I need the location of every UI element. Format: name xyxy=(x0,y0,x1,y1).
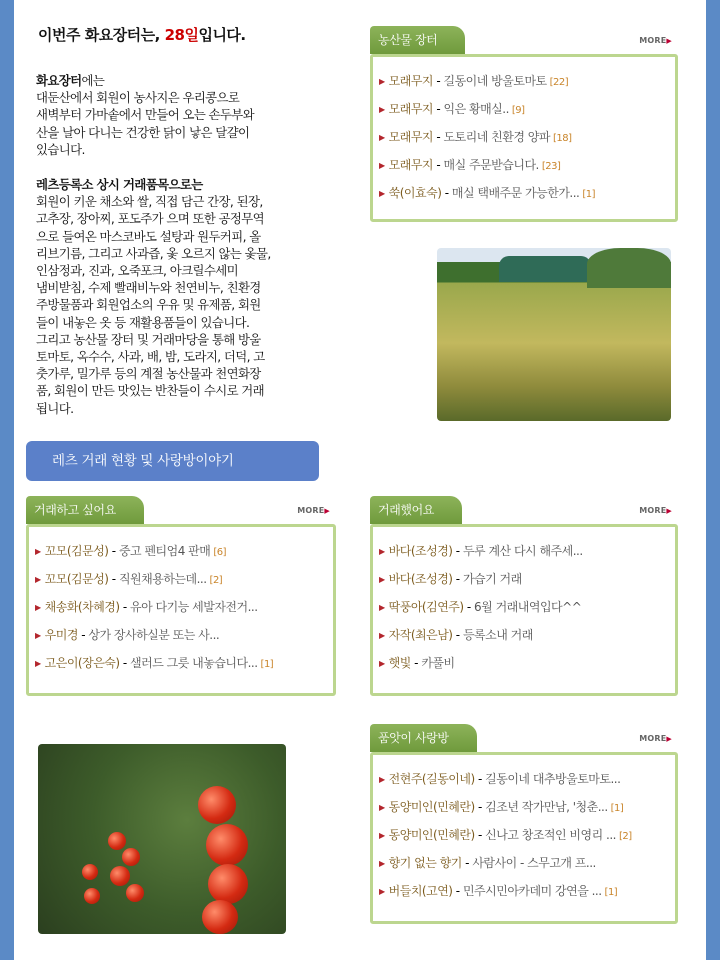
post-title: 유아 다기능 세발자전거... xyxy=(130,600,258,614)
tomato-shape xyxy=(82,864,98,880)
more-button-want[interactable] xyxy=(297,506,330,515)
bullet-arrow-icon: ▶ xyxy=(379,161,385,170)
post-title: 카풀비 xyxy=(421,656,455,670)
board-panel xyxy=(370,524,678,696)
bullet-arrow-icon: ▶ xyxy=(379,803,385,812)
post-author: 바다(조성경) xyxy=(388,572,453,586)
intro-line: 고추장, 장아찌, 포도주가 으며 또한 공정무역 xyxy=(36,211,265,227)
tomato-shape xyxy=(208,864,248,904)
list-item[interactable]: ▶ 꼬모(김문성) - 중고 펜티엄4 판매 [6] xyxy=(35,544,227,558)
board-sarangbang xyxy=(370,724,678,924)
list-item[interactable]: ▶ 모래무지 - 매실 주문받습니다. [23] xyxy=(379,158,561,172)
board-traded xyxy=(370,496,678,696)
post-author: 고은이(장은숙) xyxy=(44,656,120,670)
list-item[interactable]: ▶ 우미경 - 상가 장사하실분 또는 사... xyxy=(35,628,220,642)
post-title: 6월 거래내역입다^^ xyxy=(474,600,582,614)
bullet-arrow-icon: ▶ xyxy=(379,631,385,640)
comment-count: [22] xyxy=(549,77,569,88)
post-title: 등록소내 거래 xyxy=(462,628,533,642)
intro-line: 냄비받침, 수제 빨래비누와 천연비누, 친환경 xyxy=(36,280,261,296)
more-label: MORE xyxy=(639,36,667,45)
tab-traded[interactable]: 거래했어요 xyxy=(370,496,462,524)
list-item[interactable]: ▶ 모래무지 - 익은 황매실.. [9] xyxy=(379,102,525,116)
list-item[interactable]: ▶ 고은이(장은숙) - 샐러드 그릇 내놓습니다... [1] xyxy=(35,656,274,670)
board-list xyxy=(373,755,675,905)
comment-count: [6] xyxy=(213,547,227,558)
post-author: 전현주(길동이네) xyxy=(388,772,475,786)
post-title: 상가 장사하실분 또는 사... xyxy=(88,628,220,642)
comment-count: [9] xyxy=(511,105,525,116)
bullet-arrow-icon: ▶ xyxy=(379,775,385,784)
intro-line: 주방물품과 회원업소의 우유 및 유제품, 회원 xyxy=(36,297,261,313)
intro-p1-lead: 화요장터 xyxy=(36,73,82,88)
tab-want-trade[interactable]: 거래하고 싶어요 xyxy=(26,496,144,524)
post-author: 모래무지 xyxy=(388,102,434,116)
more-label: MORE xyxy=(639,506,667,515)
post-author: 꼬모(김문성) xyxy=(44,544,109,558)
tomato-shape xyxy=(84,888,100,904)
comment-count: [2] xyxy=(209,575,223,586)
more-label: MORE xyxy=(639,734,667,743)
bullet-arrow-icon: ▶ xyxy=(379,831,385,840)
bullet-arrow-icon: ▶ xyxy=(379,133,385,142)
intro-line: 춧가루, 밀가루 등의 계절 농산물과 천연화장 xyxy=(36,366,261,382)
page-headline xyxy=(38,24,246,45)
more-button-traded[interactable] xyxy=(639,506,672,515)
intro-line: 에는 xyxy=(81,73,105,88)
tomato-shape xyxy=(202,900,238,934)
post-title: 익은 황매실.. xyxy=(443,102,509,116)
post-author: 꼬모(김문성) xyxy=(44,572,109,586)
intro-paragraph-1 xyxy=(36,72,366,158)
intro-line: 산을 날아 다니는 건강한 닭이 낳은 달걀이 xyxy=(36,124,250,140)
comment-count: [1] xyxy=(604,887,618,898)
list-item[interactable]: ▶ 동양미인(민혜란) - 김조년 작가만남, '청춘... [1] xyxy=(379,800,624,814)
intro-text xyxy=(36,72,366,435)
bullet-arrow-icon: ▶ xyxy=(379,603,385,612)
board-panel xyxy=(26,524,336,696)
board-list xyxy=(373,527,675,677)
bullet-arrow-icon: ▶ xyxy=(379,575,385,584)
trees-shape xyxy=(587,248,671,288)
post-author: 버들치(고연) xyxy=(388,884,453,898)
wheat-field-photo xyxy=(437,248,671,421)
headline-suffix: 입니다. xyxy=(198,26,246,44)
bullet-arrow-icon: ▶ xyxy=(35,631,41,640)
board-want-trade xyxy=(26,496,336,696)
post-title: 사람사이 - 스무고개 프... xyxy=(472,856,596,870)
bullet-arrow-icon: ▶ xyxy=(379,77,385,86)
post-author: 우미경 xyxy=(44,628,78,642)
post-author: 쑥(이효숙) xyxy=(388,186,442,200)
greenhouse-shape xyxy=(499,256,591,282)
bullet-arrow-icon: ▶ xyxy=(379,659,385,668)
post-title: 도토리네 친환경 양파 xyxy=(443,130,550,144)
post-title: 매실 택배주문 가능한가... xyxy=(451,186,580,200)
comment-count: [18] xyxy=(552,133,572,144)
list-item[interactable]: ▶ 동양미인(민혜란) - 신나고 창조적인 비영리 ... [2] xyxy=(379,828,632,842)
tomato-shape xyxy=(108,832,126,850)
list-item[interactable]: ▶ 꼬모(김문성) - 직원채용하는데... [2] xyxy=(35,572,223,586)
post-title: 직원채용하는데... xyxy=(118,572,207,586)
headline-prefix: 이번주 화요장터는, xyxy=(38,26,160,44)
post-title: 길동이네 대추방울토마토... xyxy=(485,772,621,786)
intro-p2-lead: 레츠등록소 상시 거래품목으로는 xyxy=(36,177,203,193)
post-author: 자작(최은남) xyxy=(388,628,453,642)
post-title: 길동이네 방울토마토 xyxy=(443,74,547,88)
list-item[interactable]: ▶ 향기 없는 향기 - 사람사이 - 스무고개 프... xyxy=(379,856,596,870)
intro-line: 됩니다. xyxy=(36,400,74,416)
page xyxy=(14,0,706,960)
intro-line: 토마토, 옥수수, 사과, 배, 밤, 도라지, 더덕, 고 xyxy=(36,349,265,365)
list-item[interactable]: ▶ 모래무지 - 길동이네 방울토마토 [22] xyxy=(379,74,569,88)
list-item[interactable]: ▶ 딱풍아(김연주) - 6월 거래내역입다^^ xyxy=(379,600,582,614)
list-item[interactable]: ▶ 햇빛 - 카풀비 xyxy=(379,656,455,670)
post-author: 모래무지 xyxy=(388,158,434,172)
board-farm-market xyxy=(370,26,678,222)
intro-line: 새벽부터 가마솥에서 만들어 오는 손두부와 xyxy=(36,107,255,123)
list-item[interactable]: ▶ 바다(조성경) - 두루 계산 다시 해주세... xyxy=(379,544,583,558)
board-list xyxy=(373,57,675,207)
bullet-arrow-icon: ▶ xyxy=(35,547,41,556)
bullet-arrow-icon: ▶ xyxy=(379,189,385,198)
intro-paragraph-2 xyxy=(36,176,366,417)
board-list xyxy=(29,527,333,677)
post-title: 김조년 작가만남, '청춘... xyxy=(485,800,608,814)
cherry-tomato-photo xyxy=(38,744,286,934)
post-title: 신나고 창조적인 비영리 ... xyxy=(485,828,616,842)
comment-count: [23] xyxy=(541,161,561,172)
comment-count: [2] xyxy=(618,831,632,842)
bullet-arrow-icon: ▶ xyxy=(35,659,41,668)
list-item[interactable]: ▶ 전현주(길동이네) - 길동이네 대추방울토마토... xyxy=(379,772,621,786)
post-author: 채송화(차혜경) xyxy=(44,600,120,614)
list-item[interactable]: ▶ 채송화(차혜경) - 유아 다기능 세발자전거... xyxy=(35,600,258,614)
list-item[interactable]: ▶ 자작(최은남) - 등록소내 거래 xyxy=(379,628,533,642)
more-arrow-icon: ▶ xyxy=(666,37,672,45)
intro-line: 그리고 농산물 장터 및 거래마당을 통해 방울 xyxy=(36,331,261,347)
bullet-arrow-icon: ▶ xyxy=(379,105,385,114)
tab-farm-market[interactable]: 농산물 장터 xyxy=(370,26,465,54)
bullet-arrow-icon: ▶ xyxy=(379,887,385,896)
market-day: 28일 xyxy=(164,26,199,44)
list-item[interactable]: ▶ 버들치(고연) - 민주시민아카데미 강연을 ... [1] xyxy=(379,884,618,898)
tomato-shape xyxy=(110,866,130,886)
post-title: 샐러드 그릇 내놓습니다... xyxy=(130,656,258,670)
comment-count: [1] xyxy=(582,189,596,200)
list-item[interactable]: ▶ 모래무지 - 도토리네 친환경 양파 [18] xyxy=(379,130,572,144)
bullet-arrow-icon: ▶ xyxy=(379,859,385,868)
tomato-shape xyxy=(126,884,144,902)
board-panel xyxy=(370,752,678,924)
more-button-farm[interactable] xyxy=(639,36,672,45)
intro-line: 회원이 키운 채소와 쌀, 직접 담근 간장, 된장, xyxy=(36,194,263,210)
comment-count: [1] xyxy=(610,803,624,814)
tab-sarangbang[interactable]: 품앗이 사랑방 xyxy=(370,724,477,752)
tomato-shape xyxy=(122,848,140,866)
more-arrow-icon: ▶ xyxy=(666,735,672,743)
list-item[interactable]: ▶ 쑥(이효숙) - 매실 택배주문 가능한가... [1] xyxy=(379,186,596,200)
board-panel xyxy=(370,54,678,222)
post-author: 햇빛 xyxy=(388,656,411,670)
post-title: 매실 주문받습니다. xyxy=(443,158,539,172)
intro-line: 품, 회원이 만든 맛있는 반찬들이 수시로 거래 xyxy=(36,383,265,399)
post-author: 동양미인(민혜란) xyxy=(388,828,475,842)
post-title: 두루 계산 다시 해주세... xyxy=(462,544,583,558)
intro-line: 리브기름, 그리고 사과즙, 옻 오르지 않는 옻물, xyxy=(36,245,271,261)
intro-line: 으로 들여온 마스코바도 설탕과 원두커피, 올 xyxy=(36,228,261,244)
bullet-arrow-icon: ▶ xyxy=(379,547,385,556)
more-button-sarangbang[interactable] xyxy=(639,734,672,743)
intro-line: 있습니다. xyxy=(36,141,85,157)
post-title: 중고 펜티엄4 판매 xyxy=(118,544,211,558)
tomato-shape xyxy=(206,824,248,866)
intro-line: 인삼정과, 진과, 오죽포크, 아크릴수세미 xyxy=(36,263,238,279)
intro-line: 들이 내놓은 옷 등 재활용품들이 있습니다. xyxy=(36,314,250,330)
post-author: 딱풍아(김연주) xyxy=(388,600,464,614)
list-item[interactable]: ▶ 바다(조성경) - 가습기 거래 xyxy=(379,572,522,586)
post-author: 모래무지 xyxy=(388,130,434,144)
more-arrow-icon: ▶ xyxy=(324,507,330,515)
post-author: 동양미인(민혜란) xyxy=(388,800,475,814)
post-title: 가습기 거래 xyxy=(462,572,522,586)
trade-status-banner[interactable]: 레츠 거래 현황 및 사랑방이야기 xyxy=(26,441,319,481)
post-title: 민주시민아카데미 강연을 ... xyxy=(462,884,602,898)
tomato-shape xyxy=(198,786,236,824)
comment-count: [1] xyxy=(260,659,274,670)
post-author: 향기 없는 향기 xyxy=(388,856,462,870)
bullet-arrow-icon: ▶ xyxy=(35,603,41,612)
bullet-arrow-icon: ▶ xyxy=(35,575,41,584)
post-author: 모래무지 xyxy=(388,74,434,88)
post-author: 바다(조성경) xyxy=(388,544,453,558)
more-label: MORE xyxy=(297,506,325,515)
intro-line: 대둔산에서 회원이 농사지은 우리콩으로 xyxy=(36,90,240,106)
more-arrow-icon: ▶ xyxy=(666,507,672,515)
